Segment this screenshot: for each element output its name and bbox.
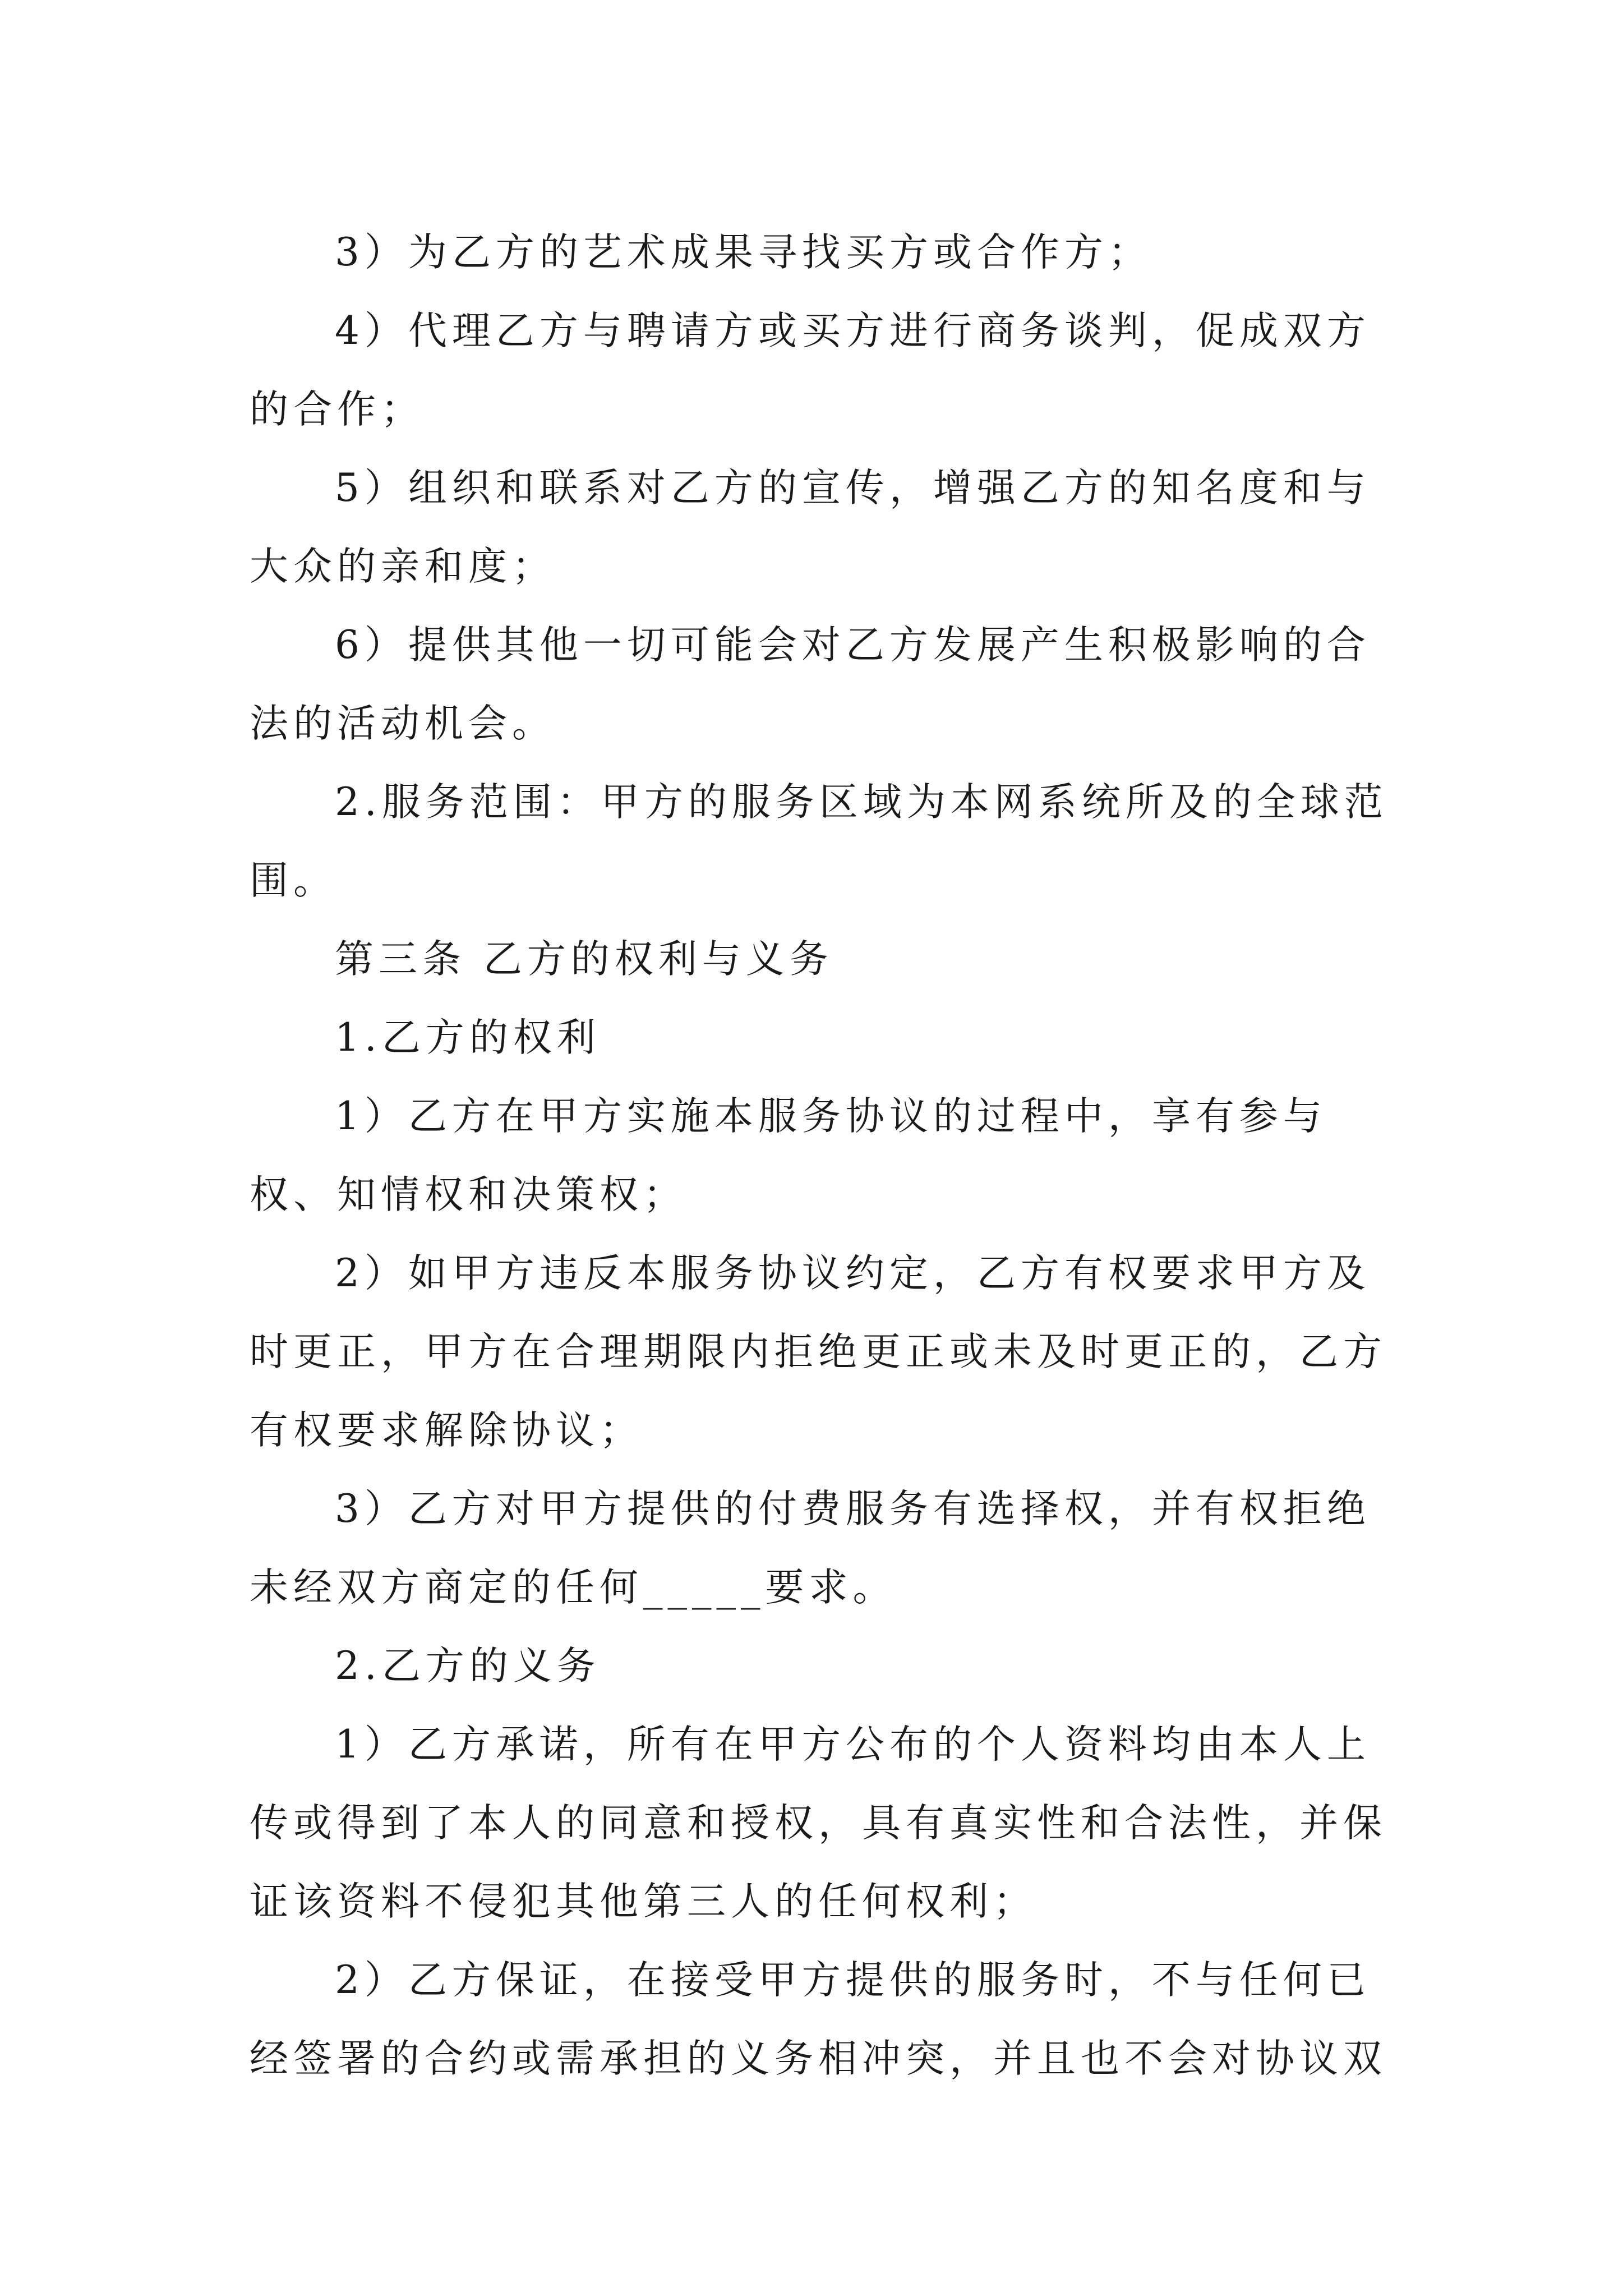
paragraph-right-1-participation: 1）乙方在甲方实施本服务协议的过程中，享有参与权、知情权和决策权； — [250, 1094, 1327, 1217]
article-three-heading: 第三条 乙方的权利与义务 — [335, 937, 833, 982]
paragraph-right-2-correction: 2）如甲方违反本服务协议约定，乙方有权要求甲方及时更正，甲方在合理期限内拒绝更正或未及时更正的，乙方有权要求解除协议； — [250, 1251, 1387, 1453]
paragraph-item-5-publicity: 5）组织和联系对乙方的宣传，增强乙方的知名度和与大众的亲和度； — [250, 466, 1371, 589]
section-party-b-rights-heading: 1.乙方的权利 — [335, 1015, 601, 1060]
paragraph-right-3-choice: 3）乙方对甲方提供的付费服务有选择权，并有权拒绝未经双方商定的任何_____要求。 — [250, 1487, 1371, 1610]
paragraph-obligation-2-conflict: 2）乙方保证，在接受甲方提供的服务时，不与任何已经签署的合约或需承担的义务相冲突，并且也不会对协议双 — [250, 1958, 1387, 2081]
paragraph-item-6-opportunities: 6）提供其他一切可能会对乙方发展产生积极影响的合法的活动机会。 — [250, 623, 1371, 746]
paragraph-obligation-1-data: 1）乙方承诺，所有在甲方公布的个人资料均由本人上传或得到了本人的同意和授权，具有真实性和合法性，并保证该资料不侵犯其他第三人的任何权利； — [250, 1722, 1387, 1924]
paragraph-item-4-negotiate: 4）代理乙方与聘请方或买方进行商务谈判，促成双方的合作； — [250, 309, 1371, 432]
paragraph-item-3-promote: 3）为乙方的艺术成果寻找买方或合作方； — [335, 230, 1152, 275]
paragraph-service-scope: 2.服务范围：甲方的服务区域为本网系统所及的全球范围。 — [250, 780, 1388, 903]
document-body — [250, 213, 1388, 2098]
section-party-b-obligations-heading: 2.乙方的义务 — [335, 1644, 601, 1688]
